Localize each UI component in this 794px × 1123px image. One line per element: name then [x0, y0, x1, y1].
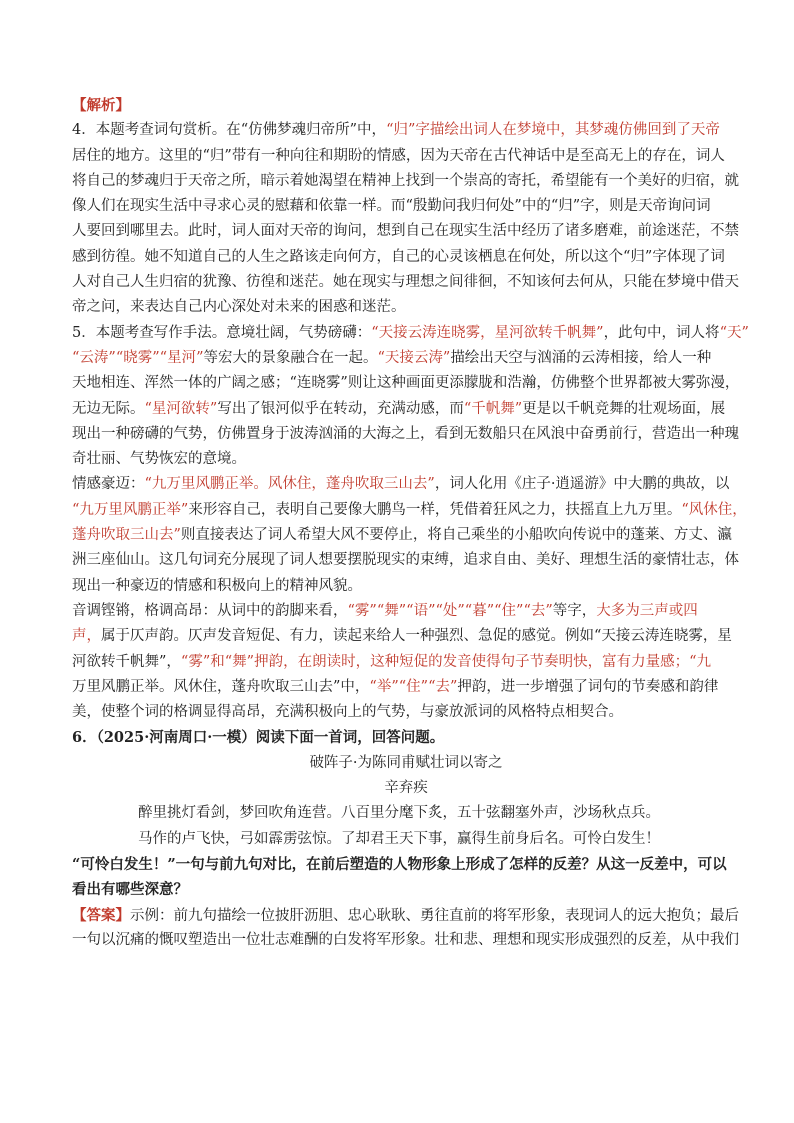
analysis-segment: 现出一种磅礴的气势，仿佛置身于波涛汹涌的大海之上，看到无数船只在风浪中奋勇前行，营造出一种瑰 [72, 425, 739, 442]
analysis-line [72, 422, 740, 447]
analysis-segment: “雾”和“舞”押韵，在朗读时，这种短促的发音使得句子节奏明快，富有力量感；“九 [180, 653, 711, 670]
analysis-segment: “云涛”“晓雾”“星河” [72, 349, 204, 366]
analysis-segment: 情感豪迈： [72, 476, 145, 493]
analysis-line [72, 219, 740, 244]
analysis-segment: 现出一种豪迈的情感和积极向上的精神风貌。 [72, 577, 362, 594]
analysis-segment: ，词人化用《庄子·逍遥游》中大鹏的典故，以 [434, 476, 730, 493]
analysis-line [72, 194, 740, 219]
answer-label: 【答案】 [72, 906, 130, 924]
analysis-segment: 等字， [552, 602, 597, 619]
poem-line-1: 醉里挑灯看剑，梦回吹角连营。八百里分麾下炙，五十弦翻塞外声，沙场秋点兵。 [138, 805, 660, 822]
poem-author: 辛弃疾 [384, 780, 428, 797]
analysis-line [72, 700, 740, 725]
analysis-line [72, 498, 747, 523]
analysis-line [72, 675, 740, 700]
analysis-line [72, 169, 740, 194]
analysis-segment: “九万里风鹏正举。风休住，蓬舟吹取三山去” [144, 476, 435, 493]
analysis-line [72, 447, 740, 472]
analysis-segment: 音调铿锵，格调高昂：从词中的韵脚来看， [72, 602, 348, 619]
analysis-line [72, 650, 740, 675]
analysis-line [72, 599, 740, 624]
analysis-segment: “千帆舞” [463, 400, 523, 417]
analysis-segment: 美，使整个词的格调显得高昂，充满积极向上的气势，与豪放派词的风格特点相契合。 [72, 704, 623, 721]
analysis-line [72, 118, 740, 143]
analysis-line [72, 397, 740, 422]
analysis-segment: 人要回到哪里去。此时，词人面对天帝的询问，想到自己在现实生活中经历了诸多磨难，前途迷茫，不禁 [72, 223, 739, 240]
analysis-segment: 人对自己人生归宿的犹豫、彷徨和迷茫。她在现实与理想之间徘徊，不知该何去何从，只能在梦境中借天 [72, 274, 739, 291]
analysis-segment: 大多为三声或四 [596, 602, 698, 619]
analysis-segment: 像人们在现实生活中寻求心灵的慰藉和依靠一样。而“殷勤问我归何处”中的“归”字，则是天帝询问词 [72, 198, 711, 215]
analysis-segment: 帝之问，来表达自己内心深处对未来的困惑和迷茫。 [72, 299, 406, 316]
analysis-segment: “天” [719, 324, 749, 341]
analysis-segment: 等宏大的景象融合在一起。 [203, 349, 378, 366]
analysis-line [72, 472, 740, 497]
answer-text-1: 示例：前九句描绘一位披肝沥胆、忠心耿耿、勇往直前的将军形象，表现词人的远大抱负；最后 [130, 907, 739, 924]
analysis-segment: “归”字描绘出词人在梦境中，其梦魂仿佛回到了天帝 [386, 122, 720, 139]
analysis-segment: 押韵，进一步增强了词句的节奏感和韵律 [457, 678, 719, 695]
poem-line-2: 马作的卢飞快，弓如霹雳弦惊。了却君王天下事，赢得生前身后名。可怜白发生！ [138, 830, 660, 847]
analysis-segment: “天接云涛” [377, 349, 451, 366]
analysis-segment: 5．本题考查写作手法。意境壮阔，气势磅礴： [72, 324, 372, 341]
question-line-2: 看出有哪些深意？ [72, 881, 188, 899]
analysis-segment: 居住的地方。这里的“归”带有一种向往和期盼的情感，因为天帝在古代神话中是至高无上的存在，词人 [72, 147, 725, 164]
question-line-1: “可怜白发生！”一句与前九句对比，在前后塑造的人物形象上形成了怎样的反差？从这一反差中，可以 [72, 855, 727, 873]
analysis-line [72, 548, 740, 573]
analysis-segment: “风休住， [681, 501, 747, 518]
analysis-segment: 写出了银河似乎在转动，充满动感，而 [217, 400, 464, 417]
analysis-segment: 万里风鹏正举。风休住，蓬舟吹取三山去”中， [72, 678, 370, 695]
analysis-line [72, 624, 740, 649]
analysis-segment: 4．本题考查词句赏析。在“仿佛梦魂归帝所”中， [72, 122, 387, 139]
analysis-segment: “星河欲转” [144, 400, 218, 417]
analysis-line [72, 270, 740, 295]
analysis-segment: ，此句中，词人将 [603, 324, 720, 341]
analysis-header: 【解析】 [72, 97, 130, 114]
analysis-segment: “雾”“舞”“语”“处”“暮”“住”“去” [347, 602, 553, 619]
analysis-segment: “九万里风鹏正举” [72, 501, 189, 518]
analysis-segment: 声， [72, 628, 101, 645]
analysis-line [72, 574, 740, 599]
analysis-line [72, 295, 740, 320]
analysis-segment: 天地相连、浑然一体的广阔之感；“连晓雾”则让这种画面更添朦胧和浩瀚，仿佛整个世界都被大雾弥漫， [72, 375, 740, 392]
analysis-segment: 感到彷徨。她不知道自己的人生之路该走向何方，自己的心灵该栖息在何处，所以这个“归”字体现了词 [72, 248, 725, 265]
document-page [72, 93, 749, 953]
analysis-segment: 将自己的梦魂归于天帝之所，暗示着她渴望在精神上找到一个崇高的寄托，希望能有一个美好的归宿，就 [72, 172, 739, 189]
analysis-segment: 描绘出天空与汹涌的云涛相接，给人一种 [450, 349, 712, 366]
answer-line-2: 一句以沉痛的慨叹塑造出一位壮志难酬的白发将军形象。壮和悲、理想和现实形成强烈的反差，从中我们 [72, 931, 739, 948]
analysis-segment: 奇壮丽、气势恢宏的意境。 [72, 451, 246, 468]
poem-title: 破阵子·为陈同甫赋壮词以寄之 [309, 754, 503, 771]
analysis-line [72, 321, 749, 346]
analysis-segment: 来形容自己，表明自己要像大鹏鸟一样，凭借着狂风之力，扶摇直上九万里。 [188, 501, 682, 518]
analysis-line [72, 346, 740, 371]
analysis-segment: 蓬舟吹取三山去” [72, 527, 181, 544]
analysis-segment: 河欲转千帆舞”， [72, 653, 181, 670]
analysis-segment: 属于仄声韵。仄声发音短促、有力，读起来给人一种强烈、急促的感觉。例如“天接云涛连晓雾，星 [101, 628, 732, 645]
analysis-line [72, 144, 740, 169]
analysis-body [72, 118, 749, 725]
analysis-segment: “举”“住”“去” [369, 678, 458, 695]
analysis-segment: 洲三座仙山。这几句词充分展现了词人想要摆脱现实的束缚，追求自由、美好、理想生活的豪情壮志，体 [72, 552, 739, 569]
analysis-segment: 则直接表达了词人希望大风不要停止，将自己乘坐的小船吹向传说中的蓬莱、方丈、瀛 [180, 527, 732, 544]
analysis-segment: 更是以千帆竞舞的壮观场面，展 [522, 400, 726, 417]
analysis-line [72, 371, 740, 396]
analysis-segment: 无边无际。 [72, 400, 145, 417]
question-6-heading: 6．（2025·河南周口·一模）阅读下面一首词，回答问题。 [72, 729, 445, 747]
analysis-segment: “天接云涛连晓雾，星河欲转千帆舞” [371, 324, 604, 341]
answer-line-1 [72, 903, 740, 928]
analysis-line [72, 245, 740, 270]
analysis-line [72, 523, 740, 548]
